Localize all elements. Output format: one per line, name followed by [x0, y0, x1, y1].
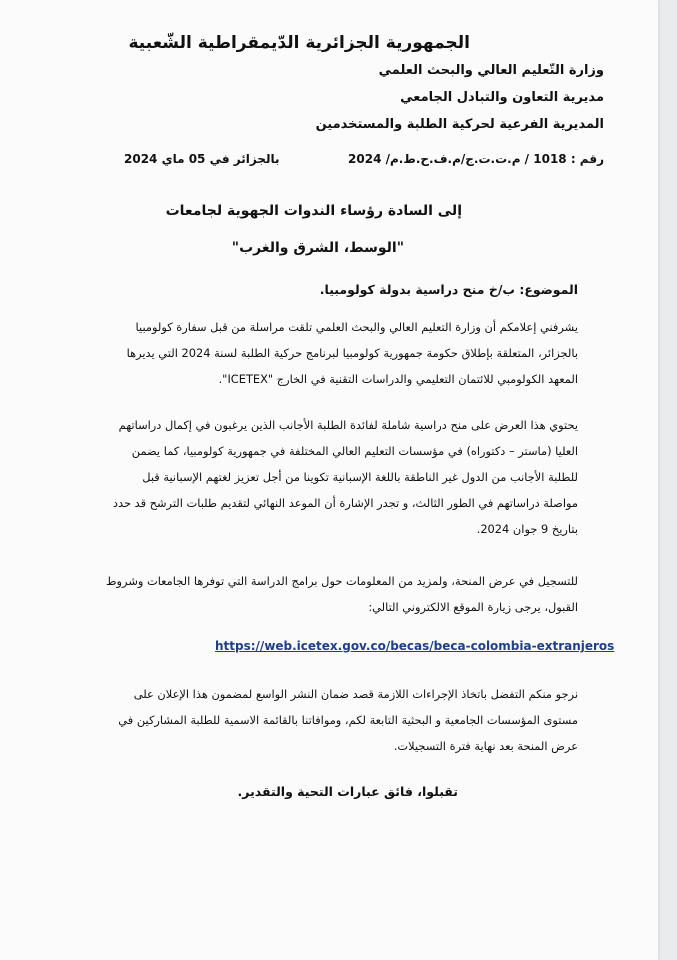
- date-line: بالجزائر في 05 ماي 2024: [124, 152, 280, 166]
- paragraph-intro: [72, 314, 578, 392]
- paragraph-request: [72, 681, 578, 759]
- paragraph-registration: [72, 568, 578, 620]
- text-line: العليا (ماستر – دكتوراه) في مؤسسات التعليم العالي المختلفة في جمهورية كولومبيا، كما يضمن: [131, 444, 578, 458]
- ministry-name: وزارة التّعليم العالي والبحث العلمي: [378, 63, 604, 78]
- text-line: للتسجيل في عرض المنحة، ولمزيد من المعلومات حول برامج الدراسة التي توفرها الجامعات وشروط: [106, 574, 578, 588]
- text-line: بالجزائر، المتعلقة بإطلاق حكومة جمهورية كولومبيا لبرنامج حركية الطلبة لسنة 2024 التي يديرها: [126, 346, 578, 360]
- text-line: يحتوي هذا العرض على منح دراسية شاملة لفائدة الطلبة الأجانب الذين يرغبون في إكمال دراساتهم: [118, 418, 578, 432]
- icetex-website-link[interactable]: https://web.icetex.gov.co/becas/beca-colombia-extranjeros: [215, 639, 615, 653]
- addressee-line-2: "الوسط، الشرق والغرب": [231, 240, 404, 256]
- republic-heading: الجمهورية الجزائرية الدّيمقراطية الشّعبية: [128, 33, 470, 53]
- text-line: مستوى المؤسسات الجامعية و البحثية التابعة لكم، وموافاتنا بالقائمة الاسمية للطلبة المشاركين في: [118, 713, 578, 727]
- text-line: مواصلة دراساتهم في الطور الثالث، و تجدر الإشارة أن الموعد النهائي لتقديم طلبات الترشح قد حدد: [112, 496, 578, 510]
- text-line: المعهد الكولومبي للائتمان التعليمي والدراسات التقنية في الخارج "ICETEX".: [218, 372, 578, 386]
- reference-number: رقم : 1018 / م.ت.ت.ج/م.ف.ح.ط.م/ 2024: [348, 152, 604, 166]
- paragraph-offer-details: [72, 412, 578, 542]
- text-line: يشرفني إعلامكم أن وزارة التعليم العالي والبحث العلمي تلقت مراسلة من قبل سفارة كولومبيا: [135, 320, 578, 334]
- text-line: عرض المنحة بعد نهاية فترة التسجيلات.: [393, 739, 578, 753]
- closing-salutation: تقبلوا، فائق عبارات التحية والتقدير.: [237, 784, 458, 799]
- addressee-line-1: إلى السادة رؤساء الندوات الجهوية لجامعات: [165, 203, 462, 219]
- sub-directorate-name: المديرية الفرعية لحركية الطلبة والمستخدمين: [315, 117, 604, 132]
- text-line: بتاريخ 9 جوان 2024.: [476, 522, 578, 536]
- text-line: للطلبة الأجانب من الدول غير الناطقة باللغة الإسبانية تكوينا من أجل تعزيز لغتهم الإسبانية قبل: [142, 470, 578, 484]
- directorate-name: مديرية التعاون والتبادل الجامعي: [400, 90, 604, 105]
- text-line: القبول، يرجى زيارة الموقع الالكتروني التالي:: [368, 600, 578, 614]
- text-line: نرجو منكم التفضل باتخاذ الإجراءات اللازمة قصد ضمان النشر الواسع لمضمون هذا الإعلان على: [133, 687, 578, 701]
- subject-line: الموضوع: ب/خ منح دراسية بدولة كولومبيا.: [319, 282, 578, 297]
